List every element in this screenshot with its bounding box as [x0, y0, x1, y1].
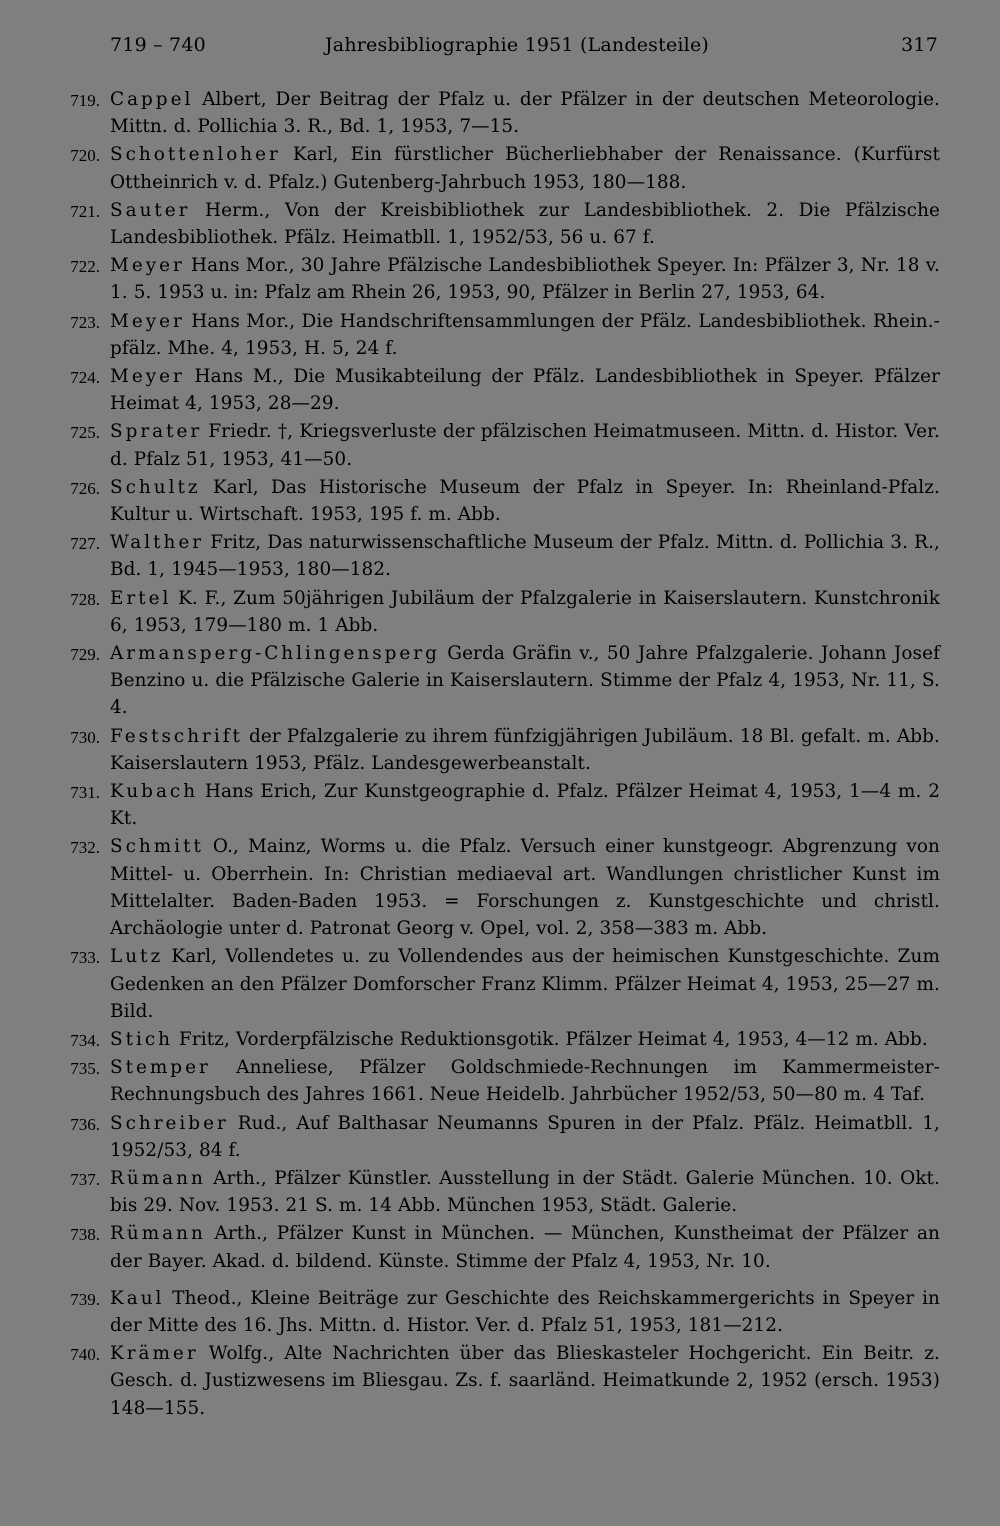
entry-text: Friedr. †, Kriegsverluste der pfälzischen Heimatmuseen. Mittn. d. Histor. Ver. d. Pfalz 51, 1953, 41—50. — [110, 421, 940, 470]
entry-text: Rud., Auf Balthasar Neumanns Spuren in der Pfalz. Pfälz. Heimatbll. 1, 1952/53, 84 f. — [110, 1112, 940, 1161]
entry-citation — [110, 833, 940, 942]
entry-number: 736. — [70, 1114, 100, 1134]
entry-number: 731. — [70, 783, 100, 803]
entry-author: Ertel — [110, 587, 172, 609]
entry-number: 732. — [70, 838, 100, 858]
entry-citation — [110, 943, 940, 1025]
entry-citation — [110, 418, 940, 472]
entry-text: K. F., Zum 50jährigen Jubiläum der Pfalzgalerie in Kaiserslautern. Kunstchronik 6, 1953, 179—180 m. 1 Abb. — [110, 587, 940, 636]
bibliography-entry — [0, 141, 1000, 195]
entry-author: Kubach — [110, 781, 199, 803]
bibliography-entry — [0, 363, 1000, 417]
entry-text: Theod., Kleine Beiträge zur Geschichte des Reichskammergerichts in Speyer in der Mitte des 16. Jhs. Mittn. d. Histor. Ver. d. Pfalz 51, 1953, 181—212. — [110, 1287, 940, 1336]
entry-author: Rümann — [110, 1223, 206, 1245]
bibliography-entry — [0, 418, 1000, 472]
bibliography-entry — [0, 723, 1000, 777]
bibliography-entry — [0, 1165, 1000, 1219]
bibliography-entry — [0, 833, 1000, 942]
entry-number: 739. — [70, 1289, 100, 1309]
bibliography-entry — [0, 778, 1000, 832]
entry-author: Meyer — [110, 366, 185, 388]
bibliography-entry — [0, 640, 1000, 722]
entry-author: Armansperg-Chlingensperg — [110, 643, 440, 665]
bibliography-entry — [0, 1285, 1000, 1339]
entry-number: 730. — [70, 727, 100, 747]
entry-number: 737. — [70, 1169, 100, 1189]
entry-number: 721. — [70, 201, 100, 221]
entry-number: 724. — [70, 368, 100, 388]
entry-number: 727. — [70, 534, 100, 554]
entry-text: Anneliese, Pfälzer Goldschmiede-Rechnungen im Kammermeister-Rechnungsbuch des Jahres 1661. Neue Heidelb. Jahrbücher 1952/53, 50—80 m. 4 Taf. — [110, 1057, 940, 1106]
bibliography-entry — [0, 474, 1000, 528]
entry-text: Karl, Das Historische Museum der Pfalz in Speyer. In: Rheinland-Pfalz. Kultur u. Wirtschaft. 1953, 195 f. m. Abb. — [110, 476, 940, 526]
entry-text: Arth., Pfälzer Künstler. Ausstellung in der Städt. Galerie München. 10. Okt. bis 29. Nov. 1953. 21 S. m. 14 Abb. München 1953, Städt. Galerie. — [110, 1167, 940, 1217]
entry-author: Stich — [110, 1028, 174, 1050]
entry-citation — [110, 141, 940, 195]
entry-text: O., Mainz, Worms u. die Pfalz. Versuch einer kunstgeogr. Abgrenzung von Mittel- u. Oberrhein. In: Christian mediaeval art. Wandlungen christlicher Kunst im Mittelalter. Baden-Baden 1953. = Forschungen z. Kunstgeschichte und christl. Archäologie unter d. Patronat Georg v. Opel, vol. 2, 358—383 m. Abb. — [110, 836, 940, 940]
entry-author: Krämer — [110, 1343, 199, 1365]
entry-author: Walther — [110, 532, 205, 554]
entry-text: Karl, Vollendetes u. zu Vollendendes aus der heimischen Kunstgeschichte. Zum Gedenken an den Pfälzer Domforscher Franz Klimm. Pfälzer Heimat 4, 1953, 25—27 m. Bild. — [110, 946, 940, 1022]
entry-number: 740. — [70, 1345, 100, 1365]
entry-number: 733. — [70, 948, 100, 968]
bibliography-entry — [0, 1054, 1000, 1108]
running-header — [96, 34, 938, 64]
entry-citation — [110, 529, 940, 583]
running-title: Jahresbibliographie 1951 (Landesteile) — [324, 34, 710, 56]
bibliography-entry — [0, 1220, 1000, 1274]
section-gap — [0, 1276, 1000, 1285]
entry-citation — [110, 1054, 940, 1108]
entry-citation — [110, 1026, 940, 1053]
entry-author: Lutz — [110, 946, 164, 968]
entry-author: Schreiber — [110, 1112, 229, 1134]
entry-number: 734. — [70, 1030, 100, 1050]
page-number: 317 — [901, 34, 938, 56]
bibliography-entry — [0, 252, 1000, 306]
entry-text: Hans Erich, Zur Kunstgeographie d. Pfalz. Pfälzer Heimat 4, 1953, 1—4 m. 2 Kt. — [110, 781, 940, 830]
entry-text: Wolfg., Alte Nachrichten über das Blieskasteler Hochgericht. Ein Beitr. z. Gesch. d. Justizwesens im Bliesgau. Zs. f. saarländ. Heimatkunde 2, 1952 (ersch. 1953) 148—155. — [110, 1343, 940, 1419]
entry-text: Gerda Gräfin v., 50 Jahre Pfalzgalerie. Johann Josef Benzino u. die Pfälzische Galerie in Kaiserslautern. Stimme der Pfalz 4, 1953, Nr. 11, S. 4. — [110, 643, 940, 719]
entry-number: 720. — [70, 146, 100, 166]
entry-range: 719 – 740 — [110, 34, 206, 56]
entry-author: Schultz — [110, 476, 201, 498]
entry-text: Hans Mor., Die Handschriftensammlungen der Pfälz. Landesbibliothek. Rhein.-pfälz. Mhe. 4, 1953, H. 5, 24 f. — [110, 310, 940, 359]
entry-citation — [110, 640, 940, 722]
entry-text: der Pfalzgalerie zu ihrem fünfzigjährigen Jubiläum. 18 Bl. gefalt. m. Abb. Kaiserslautern 1953, Pfälz. Landesgewerbeanstalt. — [110, 725, 940, 774]
entry-author: Meyer — [110, 255, 185, 277]
entry-number: 723. — [70, 312, 100, 332]
entry-author: Festschrift — [110, 725, 243, 747]
bibliography-entry — [0, 529, 1000, 583]
entry-citation — [110, 1340, 940, 1422]
bibliography-entry — [0, 1026, 1000, 1053]
entry-citation — [110, 252, 940, 306]
entry-text: Arth., Pfälzer Kunst in München. — München, Kunstheimat der Pfälzer an der Bayer. Akad. d. bildend. Künste. Stimme der Pfalz 4, 1953, Nr. 10. — [110, 1223, 940, 1272]
bibliography-entry — [0, 943, 1000, 1025]
entry-number: 722. — [70, 257, 100, 277]
entry-citation — [110, 723, 940, 777]
entry-author: Sprater — [110, 421, 203, 443]
entry-author: Schmitt — [110, 836, 204, 858]
entry-number: 726. — [70, 478, 100, 498]
bibliography-entry — [0, 1340, 1000, 1422]
bibliography-entry — [0, 86, 1000, 140]
entry-text: Fritz, Vorderpfälzische Reduktionsgotik. Pfälzer Heimat 4, 1953, 4—12 m. Abb. — [173, 1028, 928, 1050]
entry-citation — [110, 363, 940, 417]
entry-number: 728. — [70, 589, 100, 609]
entry-citation — [110, 1110, 940, 1164]
entry-author: Sauter — [110, 199, 191, 221]
entry-author: Rümann — [110, 1167, 206, 1189]
entry-author: Stemper — [110, 1057, 211, 1079]
entry-citation — [110, 474, 940, 528]
entry-citation — [110, 585, 940, 639]
entry-citation — [110, 308, 940, 362]
entry-author: Cappel — [110, 89, 194, 110]
entry-citation — [110, 1285, 940, 1339]
entry-citation — [110, 1220, 940, 1274]
entry-citation — [110, 86, 940, 140]
entry-citation — [110, 197, 940, 251]
bibliography-entry — [0, 308, 1000, 362]
entry-number: 729. — [70, 645, 100, 665]
bibliography-entry — [0, 197, 1000, 251]
entry-citation — [110, 1165, 940, 1219]
entry-text: Karl, Ein fürstlicher Bücherliebhaber der Renaissance. (Kurfürst Ottheinrich v. d. Pfalz.) Gutenberg-Jahrbuch 1953, 180—188. — [110, 144, 940, 193]
entry-number: 735. — [70, 1059, 100, 1079]
entry-citation — [110, 778, 940, 832]
entry-number: 725. — [70, 423, 100, 443]
entry-text: Herm., Von der Kreisbibliothek zur Landesbibliothek. 2. Die Pfälzische Landesbibliothek. Pfälz. Heimatbll. 1, 1952/53, 56 u. 67 f. — [110, 199, 940, 249]
bibliography-entry — [0, 1110, 1000, 1164]
entry-author: Meyer — [110, 310, 185, 332]
bibliography-entry — [0, 585, 1000, 639]
bibliography-list — [0, 86, 1000, 1423]
entry-number: 719. — [70, 91, 100, 110]
entry-text: Hans M., Die Musikabteilung der Pfälz. Landesbibliothek in Speyer. Pfälzer Heimat 4, 1953, 28—29. — [110, 366, 940, 415]
entry-text: Albert, Der Beitrag der Pfalz u. der Pfälzer in der deutschen Meteorologie. Mittn. d. Pollichia 3. R., Bd. 1, 1953, 7—15. — [110, 89, 940, 138]
entry-text: Hans Mor., 30 Jahre Pfälzische Landesbibliothek Speyer. In: Pfälzer 3, Nr. 18 v. 1. 5. 1953 u. in: Pfalz am Rhein 26, 1953, 90, Pfälzer in Berlin 27, 1953, 64. — [110, 255, 940, 304]
entry-text: Fritz, Das naturwissenschaftliche Museum der Pfalz. Mittn. d. Pollichia 3. R., Bd. 1, 1945—1953, 180—182. — [110, 532, 940, 581]
entry-number: 738. — [70, 1225, 100, 1245]
entry-author: Schottenloher — [110, 144, 281, 166]
entry-author: Kaul — [110, 1287, 165, 1309]
